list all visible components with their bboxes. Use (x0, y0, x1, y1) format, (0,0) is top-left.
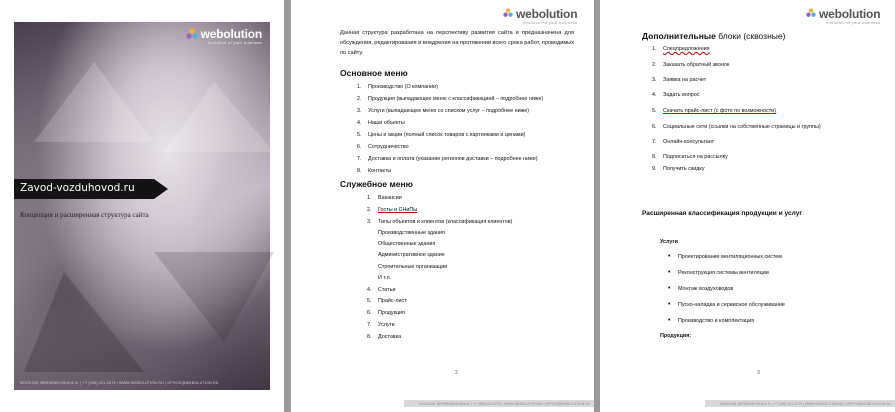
cover-logo (186, 28, 262, 45)
logo-tagline: evolution of your business (523, 20, 578, 25)
services-label: Услуги (660, 239, 678, 245)
page-footer (600, 398, 895, 412)
webolution-logo-icon (186, 28, 198, 40)
webolution-logo-icon (503, 8, 513, 18)
list-item: 6. Продукция (367, 310, 405, 316)
object-type-item: Общественные здания (378, 241, 436, 247)
list-item: 5. Прайс-лист (367, 298, 407, 304)
cover-art (14, 22, 270, 390)
list-item: 8. Доставка (367, 334, 402, 340)
cover-subtitle: Концепция и расширенная структура сайта (20, 211, 149, 219)
object-type-item: Производственные здания (378, 230, 445, 236)
object-type-item: Административное здание (378, 252, 445, 258)
logo-tagline: evolution of your business (207, 40, 262, 45)
title-banner (14, 179, 154, 199)
list-item: 6. Социальные сети (ссылки на собственные страницы и группы) (652, 124, 821, 130)
list-item: 1. Спецпредложения (652, 46, 710, 52)
list-item: 2. Продукция (выпадающее меню с классификацией – подробнее ниже) (357, 96, 544, 102)
list-item: 7. Услуги (367, 322, 395, 328)
list-item: 8. Подписаться на рассылку (652, 154, 728, 160)
list-item: • Производство и комплектация (678, 318, 754, 324)
list-item: 6. Сотрудничество (357, 144, 409, 150)
page-number: 3 (757, 370, 760, 376)
list-item: 3. Типы объектов и клиентов (классификация клиентов) (367, 219, 513, 225)
page-logo (503, 8, 577, 25)
list-item: 4. Статьи (367, 287, 396, 293)
logo-name: webolution (200, 27, 262, 41)
object-type-item: Строительные организации (378, 264, 448, 270)
list-item: 3. Услуги (выпадающее меню со списком услуг – подробнее ниже) (357, 108, 530, 114)
object-type-item: И т.п. (378, 275, 392, 281)
page-footer (291, 398, 594, 412)
list-item: 1. Вакансии (367, 195, 402, 201)
list-item: • Проектирование вентиляционных систем (678, 254, 782, 260)
webolution-logo-icon (806, 8, 816, 18)
list-item: 8. Контакты (357, 168, 392, 174)
list-item: • Пуско-наладка и сервисное обслуживание (678, 302, 785, 308)
list-item: 9. Получить скидку (652, 166, 705, 172)
list-item: 7. Доставка и оплата (указание регионов доставки – подробнее ниже) (357, 156, 538, 162)
logo-name: webolution (516, 7, 578, 21)
list-item: 2. Заказать обратный звонок (652, 62, 730, 68)
cover-title: Zavod-vozduhovod.ru (20, 182, 135, 194)
products-label: Продукция: (660, 333, 692, 339)
logo-name: webolution (819, 7, 881, 21)
document-page-3 (600, 0, 895, 412)
footer-text: MOSCOW, BERSENEVSKAYA N. | +7 (495) 221-0079 | WWW.WEBOLUTION.RU | OFFICE@WEBOLUTION.RU (419, 402, 590, 406)
list-item: • Монтаж воздуховодов (678, 286, 733, 292)
list-item: • Реконструкция системы вентиляции (678, 270, 769, 276)
list-item: 1. Производство (О компании) (357, 84, 438, 90)
service-menu-heading: Служебное меню (340, 179, 413, 189)
list-item: 4. Задать вопрос (652, 92, 700, 98)
list-item: 5. Скачать прайс-лист (с фото по возможности) (652, 108, 776, 114)
page-logo (806, 8, 880, 25)
list-item: 2. Госты и СНиПы (367, 207, 418, 213)
main-menu-heading: Основное меню (340, 68, 408, 78)
logo-tagline: evolution of your business (826, 20, 881, 25)
intro-paragraph: Данная структура разработана на перспективу развития сайта и предназначена для обсуждения, редактирования и внедрения на протяжении всего срока работ, проводимых по сайту. (340, 30, 574, 56)
cover-footer: MOSCOW, BERSENEVSKAYA N. | +7 (495) 221-0079 | WWW.WEBOLUTION.RU | OFFICE@WEBOLUTION.RU (20, 381, 219, 385)
additional-blocks-heading: Дополнительные блоки (сквозные) (642, 31, 786, 41)
cover-page (0, 0, 284, 412)
document-page-2 (291, 0, 594, 412)
classification-heading: Расширенная классификация продукции и услуг (642, 210, 803, 217)
footer-text: MOSCOW, BERSENEVSKAYA N. | +7 (495) 221-0079 | WWW.WEBOLUTION.RU | OFFICE@WEBOLUTION.RU (720, 402, 891, 406)
list-item: 7. Онлайн-консультант (652, 139, 715, 145)
list-item: 3. Заявка на расчет (652, 77, 707, 83)
list-item: 4. Наши объекты (357, 120, 405, 126)
list-item: 5. Цены и акции (полный список товаров с картинками и ценами) (357, 132, 526, 138)
page-number: 2 (455, 370, 458, 376)
